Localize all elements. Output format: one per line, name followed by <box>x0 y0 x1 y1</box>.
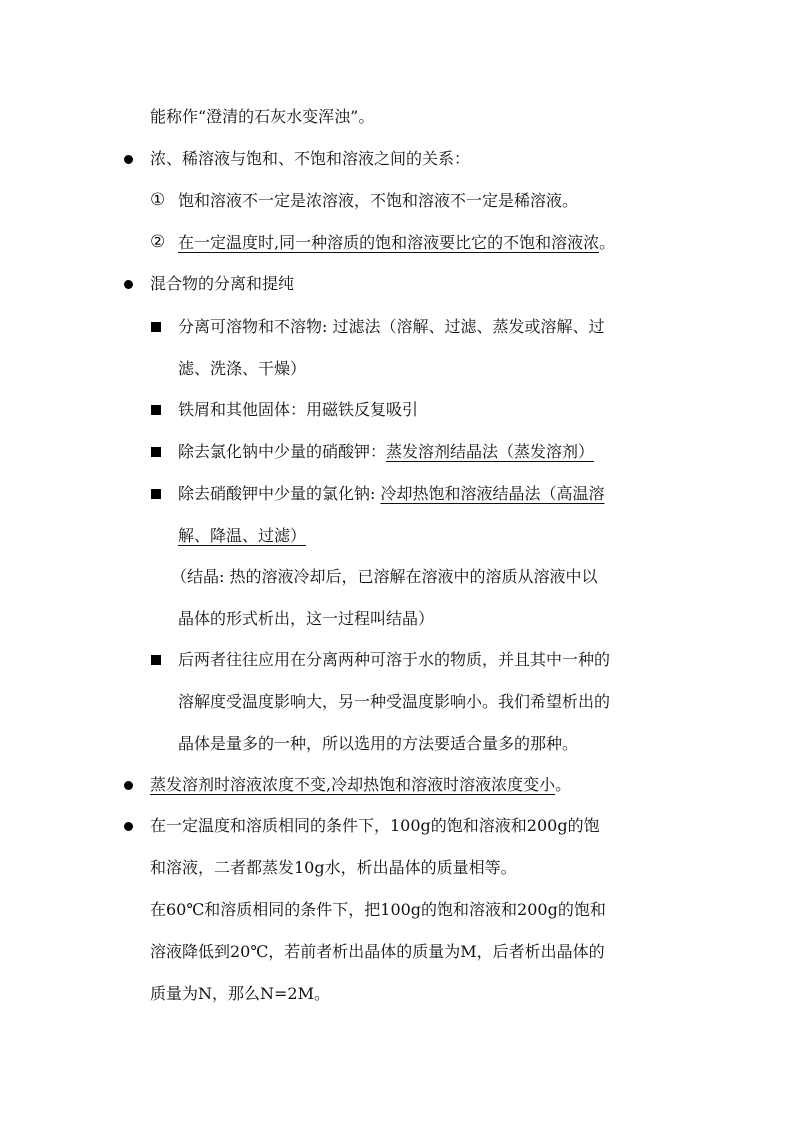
text-line: 后两者往往应用在分离两种可溶于水的物质，并且其中一种的 <box>178 650 611 669</box>
text-line: 饱和溶液不一定是浓溶液，不饱和溶液不一定是稀溶液。 <box>178 191 579 210</box>
text-line: 和溶液，二者都蒸发10g水，析出晶体的质量相等。 <box>150 858 517 877</box>
text-line <box>178 486 605 502</box>
bullet-text: 浓、稀溶液与饱和、不饱和溶液之间的关系： <box>150 149 471 168</box>
text-line: 溶解度受温度影响大，另一种受温度影响小。我们希望析出的 <box>178 692 611 711</box>
bullet-dot <box>124 155 133 164</box>
text-line <box>178 235 615 251</box>
text-prefix: 除去氯化钠中少量的硝酸钾： <box>178 442 387 461</box>
text-line: 溶液降低到20℃，若前者析出晶体的质量为M，后者析出晶体的 <box>150 942 605 961</box>
text-prefix: 除去硝酸钾中少量的氯化钠: <box>178 484 381 503</box>
bullet-text <box>150 777 571 793</box>
underlined-text: 蒸发溶剂时溶液浓度不变,冷却热饱和溶液时溶液浓度变小 <box>150 775 556 794</box>
text-line: （结晶: 热的溶液冷却后，已溶解在溶液中的溶质从溶液中以 <box>171 567 598 586</box>
bullet-square <box>151 655 161 665</box>
text-line: 晶体是量多的一种，所以选用的方法要适合量多的那种。 <box>178 734 579 753</box>
bullet-dot <box>124 781 133 790</box>
period: 。 <box>599 233 616 252</box>
underlined-text: 冷却热饱和溶液结晶法（高温溶 <box>380 484 605 503</box>
bullet-dot <box>124 280 133 289</box>
text-line: 铁屑和其他固体：用磁铁反复吸引 <box>178 400 419 419</box>
text-line: 分离可溶物和不溶物: 过滤法（溶解、过滤、蒸发或溶解、过 <box>178 317 605 336</box>
text-line <box>178 528 306 544</box>
underlined-text: 在一定温度时,同一种溶质的饱和溶液要比它的不饱和溶液浓 <box>178 233 600 252</box>
circled-number: ① <box>150 190 166 210</box>
bullet-square <box>151 447 161 457</box>
text-line: 能称作“澄清的石灰水变浑浊”。 <box>150 107 375 126</box>
bullet-text: 混合物的分离和提纯 <box>150 274 295 293</box>
underlined-text: 蒸发溶剂结晶法（蒸发溶剂） <box>386 442 595 461</box>
period: 。 <box>555 775 572 794</box>
underlined-text: 解、降温、过滤） <box>178 526 307 545</box>
text-line: 滤、洗涤、干燥） <box>178 359 307 378</box>
text-line <box>178 444 594 460</box>
text-line: 在60℃和溶质相同的条件下，把100g的饱和溶液和200g的饱和 <box>150 900 606 919</box>
bullet-dot <box>124 822 133 831</box>
text-line: 质量为N，那么N=2M。 <box>150 984 330 1003</box>
bullet-text: 在一定温度和溶质相同的条件下，100g的饱和溶液和200g的饱 <box>150 816 600 835</box>
bullet-square <box>151 405 161 415</box>
bullet-square <box>151 489 161 499</box>
text-line: 晶体的形式析出，这一过程叫结晶） <box>178 609 435 628</box>
circled-number: ② <box>150 232 166 252</box>
bullet-square <box>151 322 161 332</box>
